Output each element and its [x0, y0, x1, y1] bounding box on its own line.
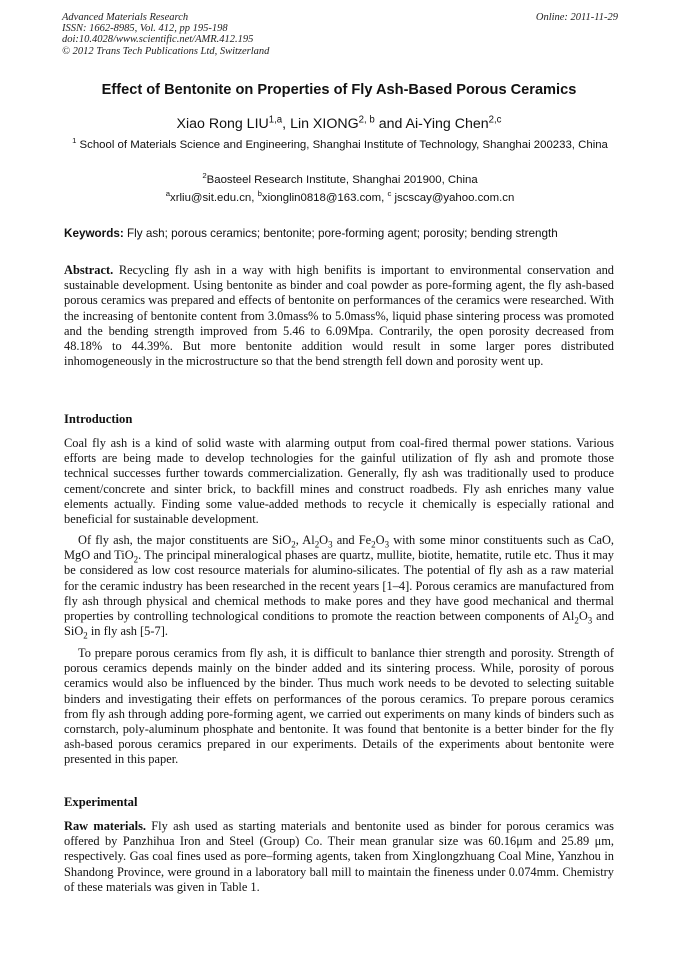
raw-materials-text: Fly ash used as starting materials and bentonite used as binder for porous ceramics was offered by Panzhihua Iron and Steel (Group) Co. Their mean granular size was 60.16μm and 25.89 μm, respectively. Gas coal fines used as pore–forming agents, taken from Xinglongzhuang Coal Mine, Yanzhou in Shandong Province, were ground in a laboratory ball mill to maintain the fineness under 0.074mm. Chemistry of these materials was given in Table 1.: [64, 819, 614, 894]
text-run: Of fly ash, the major constituents are SiO: [78, 533, 292, 547]
email-a: xrliu@sit.edu.cn,: [170, 192, 258, 204]
abstract-text: Recycling fly ash in a way with high benifits is important to environmental conservation and sustainable development. Using bentonite as binder and coal powder as pore-forming agent, the fly ash-based porous ceramics was prepared and effects of bentonite on performances of the ceramics were researched. With the increasing of bentonite content from 3.0mass% to 5.0mass%, liquid phase sintering process was promoted and the bending strength improved from 5.46 to 6.09Mpa. Contrarily, the open porosity decreased from 48.18% to 44.39%. But more bentonite addition would result in some larger pores distributed inhomogeneously in the microstructure so that the bend strength fell down and porosity went up.: [64, 263, 614, 369]
raw-materials-paragraph: [64, 819, 614, 895]
introduction-paragraph-1: Coal fly ash is a kind of solid waste with alarming output from coal-fired thermal power stations. Various efforts are being made to develop technologies for the gainful utilization of fly ash and promote those technical successes further towards commercialization. Generally, fly ash was traditionally used to produce cement/concrete and sinter brick, to backfill mines and construct roadbeds. Fly ash enriches many value elements actually. Finding some value-added methods to recycle it chemically is especially rational and beneficial for sustainable development.: [64, 436, 614, 527]
subscript: 2: [574, 615, 579, 626]
text-run: O: [319, 533, 329, 547]
email-c: jscscay@yahoo.com.cn: [391, 192, 515, 204]
affiliation-2-text: Baosteel Research Institute, Shanghai 201900, China: [206, 174, 478, 186]
author-3-affil: 2,c: [488, 114, 502, 126]
subscript: 3: [328, 539, 333, 550]
text-run: O: [578, 609, 588, 624]
affiliation-1-mark: 1: [72, 136, 77, 146]
author-1-affil: 1,a: [268, 114, 283, 126]
subscript: 2: [371, 539, 376, 550]
journal-header: [62, 12, 618, 57]
author-2-affil: 2, b: [358, 114, 375, 126]
text-run: and Fe: [332, 533, 372, 547]
raw-materials-label: Raw materials.: [64, 819, 147, 833]
author-separator: and: [374, 116, 406, 132]
affiliation-2-mark: 2: [202, 171, 207, 181]
author-separator: ,: [282, 116, 291, 132]
online-date: Online: 2011-11-29: [535, 12, 618, 23]
keywords-text: Fly ash; porous ceramics; bentonite; pore-forming agent; porosity; bending strength: [123, 227, 558, 240]
affiliation-2: [64, 173, 616, 188]
introduction-heading: Introduction: [64, 412, 133, 426]
journal-issn: ISSN: 1662-8985, Vol. 412, pp 195-198: [62, 23, 228, 35]
email-c-mark: c: [387, 189, 392, 199]
text-run: with some minor constituents such as CaO, MgO and TiO: [64, 533, 615, 563]
text-run: and SiO: [64, 609, 614, 639]
journal-copyright: © 2012 Trans Tech Publications Ltd, Switzerland: [62, 45, 270, 57]
journal-doi: doi:10.4028/www.scientific.net/AMR.412.195: [62, 34, 254, 46]
affiliation-1-text: School of Materials Science and Engineering, Shanghai Institute of Technology, Shanghai 200233, China: [76, 139, 608, 151]
subscript: 3: [384, 539, 390, 550]
text-run: in fly ash [5-7].: [87, 624, 168, 639]
subscript: 2: [83, 630, 88, 641]
subscript: 2: [133, 554, 139, 565]
introduction-paragraph-2: [64, 533, 614, 639]
keywords: [64, 227, 624, 240]
text-run: , Al: [295, 533, 315, 547]
introduction-paragraph-3: To prepare porous ceramics from fly ash, it is difficult to banlance thier strength and porosity. Strength of porous ceramics depends mainly on the binder added and its sintering process. While, porosity of porous ceramics would also be influenced by the binder. Thus much work needs to be devoted to selecting suitable binders and investigating their effets on performances of the porous ceramics. To prepare porous ceramics from fly ash through adding pore-forming agent, we carried out experiments on many kinds of binders such as cornstarch, poly-aluminum phosphate and bentonite. It was found that bentonite is a better binder for the fly ash-based porous ceramics prepared in our experiments. Details of the experiments about bentonite were presented in this paper.: [64, 646, 614, 767]
keywords-label: Keywords:: [64, 227, 124, 240]
email-b: xionglin0818@163.com,: [261, 192, 388, 204]
author-2: Lin XIONG: [290, 116, 359, 132]
email-a-mark: a: [165, 189, 171, 199]
author-3: Ai-Ying Chen: [405, 116, 489, 132]
abstract-label: Abstract.: [64, 263, 114, 277]
abstract: [64, 263, 614, 369]
subscript: 2: [314, 539, 320, 550]
author-1: Xiao Rong LIU: [176, 116, 269, 132]
affiliation-1: [64, 138, 616, 153]
author-line: [40, 116, 638, 132]
text-run: . The principal mineralogical phases are quartz, mullite, biotite, hematite, rutile etc. Thus it may be considered as low cost resource materials for alumino-silicates. The potential of fly ash as a raw material for the ceramic industry has been researched in the recent years [1–4]. Porous ceramics are manufactured from fly ash through physical and chemical methods to make pores and they have good mechanical and thermal properties by controlling technological conditions to promote the reaction between components of Al: [64, 548, 614, 624]
email-b-mark: b: [257, 189, 262, 199]
subscript: 2: [291, 539, 296, 550]
journal-name: Advanced Materials Research: [62, 12, 189, 23]
paper-title: Effect of Bentonite on Properties of Fly Ash-Based Porous Ceramics: [101, 82, 577, 98]
text-run: O: [375, 533, 385, 547]
email-line: [64, 191, 616, 206]
subscript: 3: [587, 615, 593, 626]
experimental-heading: Experimental: [64, 795, 138, 809]
